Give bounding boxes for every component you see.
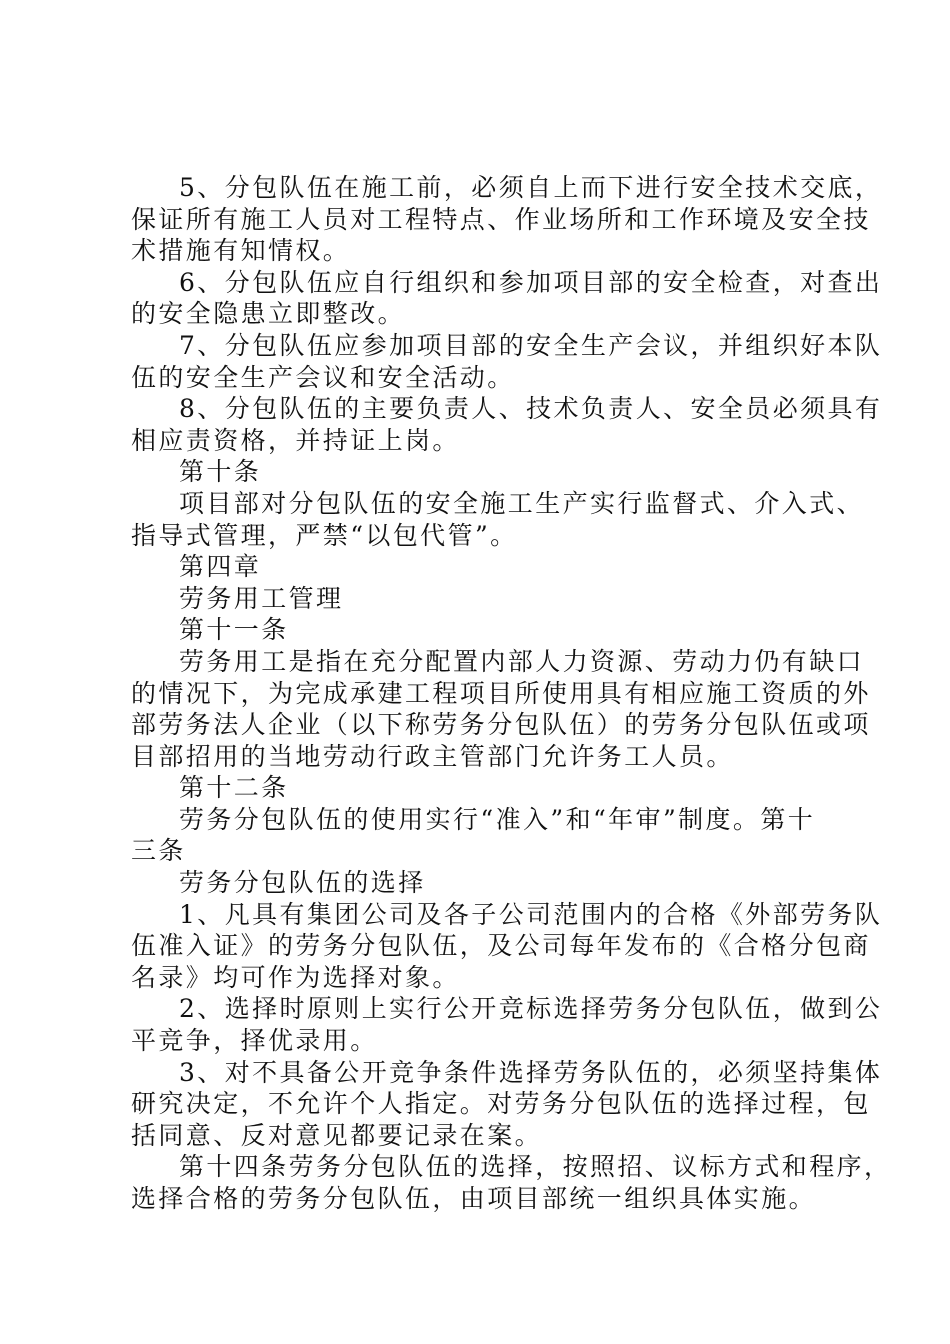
- text-line: 劳务分包队伍的选择: [179, 868, 426, 898]
- text-line: 三条: [131, 836, 186, 866]
- text-line: 8、分包队伍的主要负责人、技术负责人、安全员必须具有: [179, 394, 883, 424]
- text-line: 劳务用工管理: [179, 583, 344, 613]
- text-line: 研究决定，不允许个人指定。对劳务分包队伍的选择过程，包: [131, 1089, 871, 1119]
- text-line: 目部招用的当地劳动行政主管部门允许务工人员。: [131, 741, 734, 771]
- text-line: 名录》均可作为选择对象。: [131, 962, 460, 992]
- text-line: 第十四条劳务分包队伍的选择，按照招、议标方式和程序，: [179, 1152, 892, 1182]
- text-line: 2、选择时原则上实行公开竞标选择劳务分包队伍，做到公: [179, 994, 883, 1024]
- text-line: 劳务用工是指在充分配置内部人力资源、劳动力仍有缺口: [179, 646, 865, 676]
- text-line: 术措施有知情权。: [131, 236, 351, 266]
- text-line: 6、分包队伍应自行组织和参加项目部的安全检查，对查出: [179, 267, 883, 297]
- text-line: 平竞争，择优录用。: [131, 1026, 378, 1056]
- text-line: 指导式管理，严禁“以包代管”。: [131, 520, 518, 550]
- text-line: 选择合格的劳务分包队伍，由项目部统一组织具体实施。: [131, 1184, 817, 1213]
- text-line: 7、分包队伍应参加项目部的安全生产会议，并组织好本队: [179, 330, 883, 360]
- text-line: 劳务分包队伍的使用实行“准入”和“年审”制度。第十: [179, 804, 816, 834]
- text-line: 伍准入证》的劳务分包队伍，及公司每年发布的《合格分包商: [131, 931, 871, 961]
- body-text: [131, 172, 892, 1215]
- text-line: 保证所有施工人员对工程特点、作业场所和工作环境及安全技: [131, 204, 871, 234]
- text-line: 1、凡具有集团公司及各子公司范围内的合格《外部劳务队: [179, 899, 883, 929]
- text-line: 第十条: [179, 457, 262, 487]
- text-line: 伍的安全生产会议和安全活动。: [131, 362, 515, 392]
- text-line: 3、对不具备公开竞争条件选择劳务队伍的，必须坚持集体: [179, 1057, 883, 1087]
- text-line: 第十一条: [179, 615, 289, 645]
- text-line: 的安全隐患立即整改。: [131, 299, 406, 329]
- text-line: 5、分包队伍在施工前，必须自上而下进行安全技术交底，: [179, 173, 883, 202]
- text-line: 的情况下，为完成承建工程项目所使用具有相应施工资质的外: [131, 678, 871, 708]
- text-line: 括同意、反对意见都要记录在案。: [131, 1120, 543, 1150]
- text-line: 相应责资格，并持证上岗。: [131, 425, 460, 455]
- text-line: 第四章: [179, 552, 262, 582]
- text-line: 第十二条: [179, 773, 289, 803]
- text-line: 项目部对分包队伍的安全施工生产实行监督式、介入式、: [179, 488, 865, 518]
- text-line: 部劳务法人企业（以下称劳务分包队伍）的劳务分包队伍或项: [131, 710, 871, 740]
